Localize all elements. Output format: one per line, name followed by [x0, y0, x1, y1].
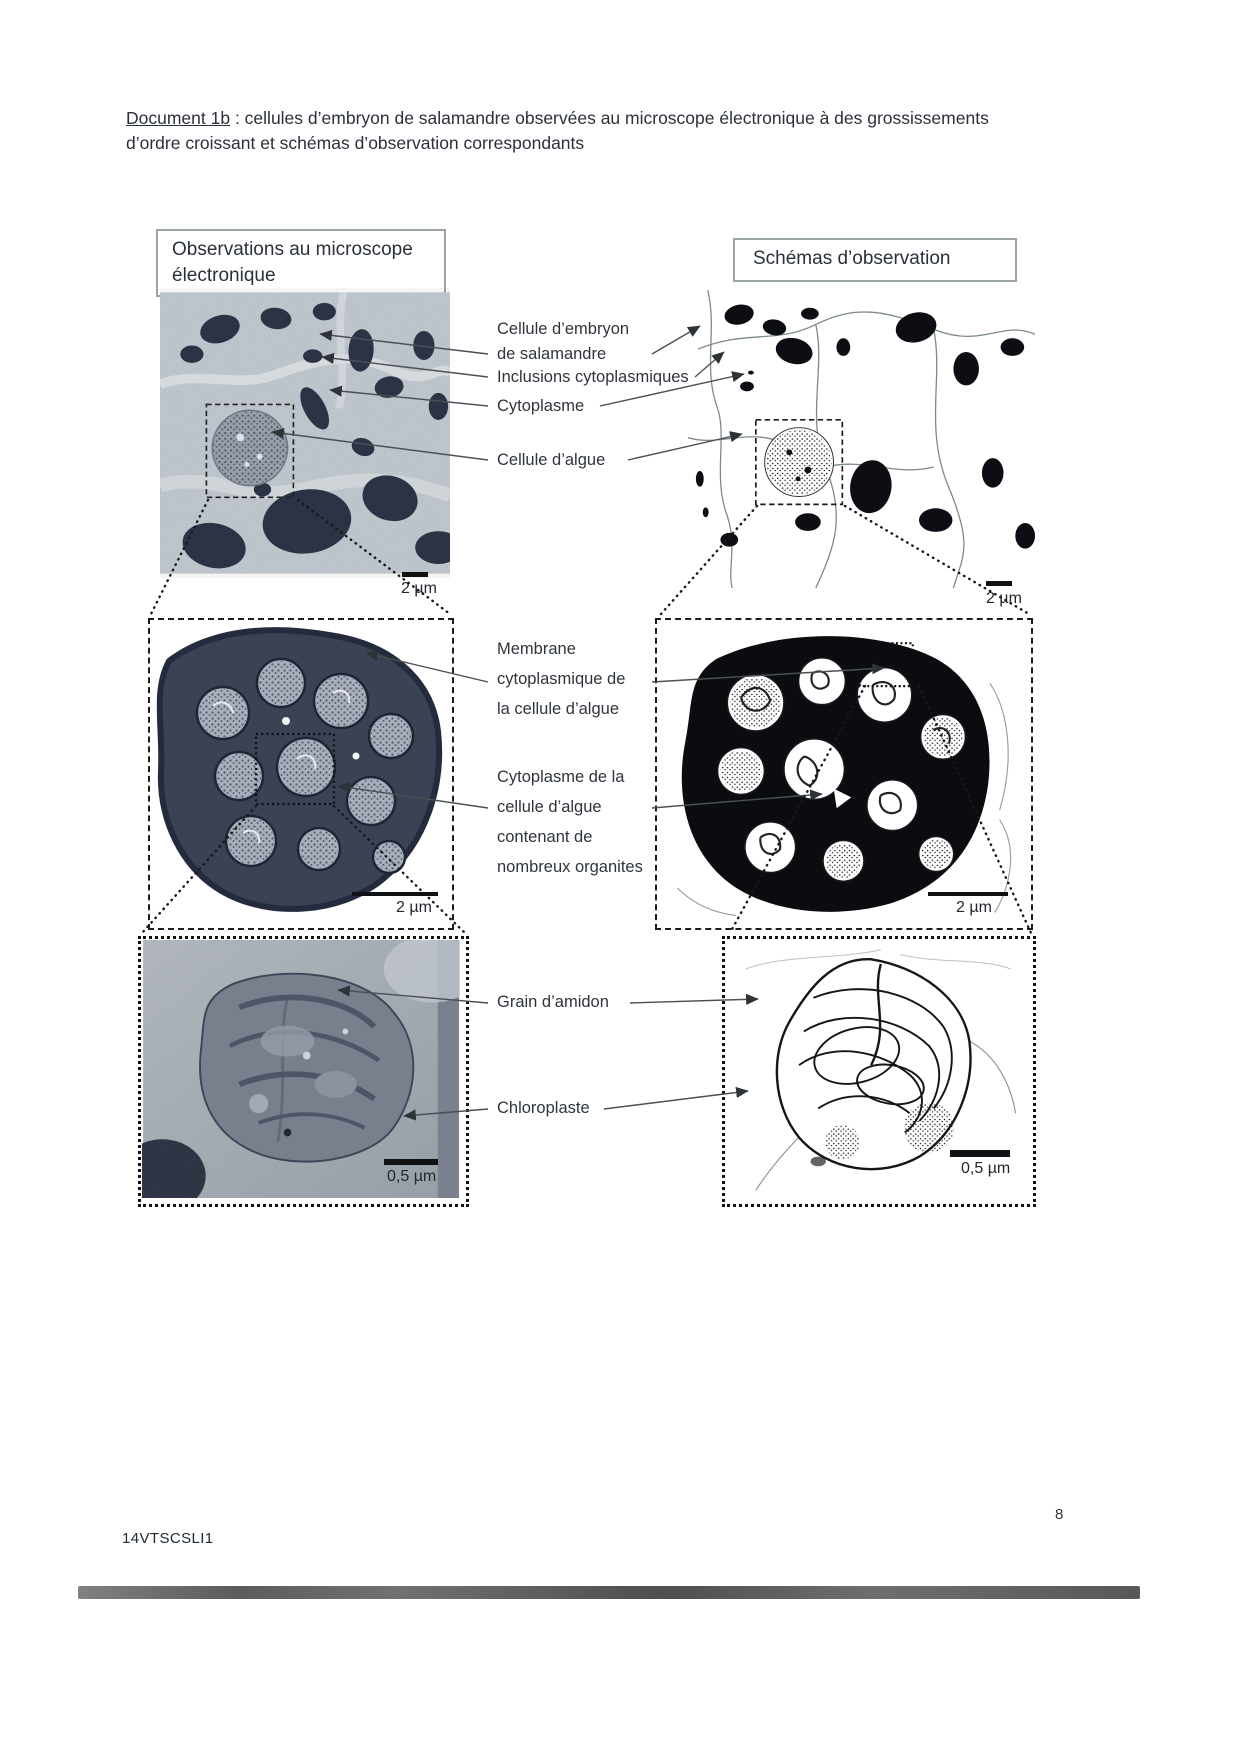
column-header-right-label: Schémas d’observation [753, 248, 951, 269]
document-title-lead: Document 1b [126, 108, 231, 128]
column-header-right [733, 238, 1017, 282]
label-membrane-line1: Membrane [497, 640, 576, 658]
label-cytoplasme-algue-line2: cellule d’algue [497, 798, 602, 816]
label-cytoplasme: Cytoplasme [497, 397, 585, 415]
scale-label-row1-left: 2 µm [401, 580, 437, 597]
label-cellule-embryon-line2: de salamandre [497, 345, 607, 363]
document-title-rest: : cellules d’embryon de salamandre observées au microscope électronique à des grossissements d’ordre croissant et schémas d’observation correspondants [126, 108, 989, 153]
footer-code: 14VTSCSLI1 [122, 1530, 214, 1547]
page-number: 8 [1055, 1506, 1064, 1523]
scan-artifact-bar [78, 1586, 1140, 1599]
label-cytoplasme-algue-line1: Cytoplasme de la [497, 768, 625, 786]
schema-row1 [688, 288, 1035, 590]
label-chloroplaste: Chloroplaste [497, 1099, 590, 1117]
label-membrane-line3: la cellule d’algue [497, 700, 620, 718]
scale-label-row2-right: 2 µm [956, 899, 992, 916]
label-cytoplasme-algue-line4: nombreux organites [497, 858, 643, 876]
scale-label-row2-left: 2 µm [396, 899, 432, 916]
scale-label-row3-right: 0,5 µm [961, 1160, 1011, 1177]
em-micrograph-row1 [160, 288, 450, 578]
label-cytoplasme-algue-line3: contenant de [497, 828, 593, 846]
document-title [126, 106, 1010, 156]
em-micrograph-row2 [151, 621, 451, 925]
scale-label-row1-right: 2 µm [986, 590, 1022, 607]
label-membrane-line2: cytoplasmique de [497, 670, 626, 688]
em-micrograph-row3 [142, 940, 460, 1198]
column-header-left-label: Observations au microscope électronique [172, 239, 413, 286]
scale-label-row3-left: 0,5 µm [387, 1168, 437, 1185]
label-cellule-algue: Cellule d’algue [497, 451, 606, 469]
column-header-left [156, 229, 446, 297]
label-cellule-embryon-line1: Cellule d’embryon [497, 320, 630, 338]
label-grain-amidon: Grain d’amidon [497, 993, 609, 1011]
schema-row2 [658, 621, 1026, 925]
label-inclusions-cytoplasmiques: Inclusions cytoplasmiques [497, 368, 689, 386]
